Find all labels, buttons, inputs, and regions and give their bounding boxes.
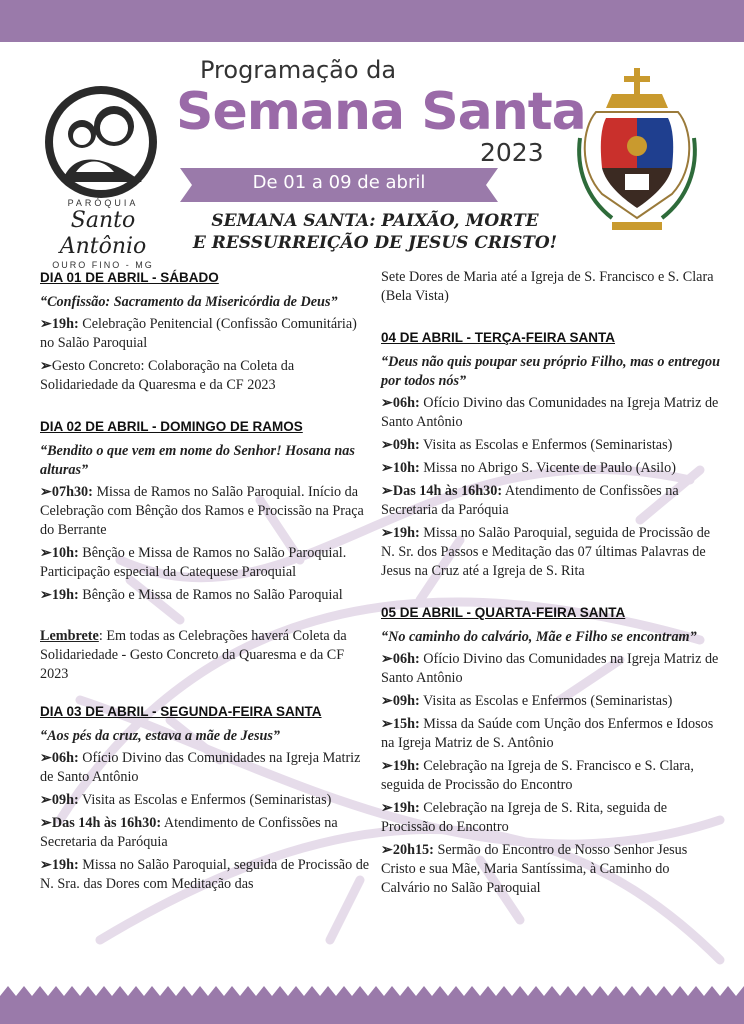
parish-brand — [30, 198, 176, 270]
item-text: Atendimento de Confissões na Secretaria da Paróquia — [40, 815, 338, 850]
item-text: Visita as Escolas e Enfermos (Seminaristas) — [78, 792, 332, 808]
item-time: ➢06h: — [40, 750, 79, 766]
list-item — [40, 814, 372, 852]
item-text: Missa no Salão Paroquial, seguida de Procissão de N. Sra. das Dores com Meditação das — [40, 857, 370, 892]
item-text: Celebração Penitencial (Confissão Comunitária) no Salão Paroquial — [40, 316, 357, 351]
day-heading: 05 DE ABRIL - QUARTA-FEIRA SANTA — [381, 605, 626, 620]
day-quote: “No caminho do calvário, Mãe e Filho se encontram” — [381, 629, 697, 645]
item-text: Sermão do Encontro de Nosso Senhor Jesus Cristo e sua Mãe, Maria Santíssima, à Caminho do Calvário no Salão Paroquial — [381, 842, 688, 896]
item-text: Missa de Ramos no Salão Paroquial. Início da Celebração com Bênção dos Ramos e Procissão na Praça do Berrante — [40, 484, 364, 538]
item-time: ➢19h: — [40, 857, 79, 873]
date-range: De 01 a 09 de abril — [252, 172, 426, 193]
item-text: Bênção e Missa de Ramos no Salão Paroquial — [78, 587, 343, 603]
item-text: Atendimento de Confissões na Secretaria da Paróquia — [381, 483, 679, 518]
brand-line2: Santo Antônio — [59, 208, 147, 259]
subtitle-line1: SEMANA SANTA: PAIXÃO, MORTE — [211, 211, 539, 231]
item-time: ➢07h30: — [40, 484, 93, 500]
item-text: Gesto Concreto: Colaboração na Coleta da Solidariedade da Quaresma e da CF 2023 — [40, 358, 295, 393]
item-time: ➢15h: — [381, 716, 420, 732]
list-item — [40, 856, 372, 894]
list-item — [381, 757, 721, 795]
bottom-zigzag-band — [0, 972, 744, 1024]
list-item — [381, 799, 721, 837]
item-time: ➢19h: — [40, 587, 79, 603]
day-heading: DIA 03 DE ABRIL - SEGUNDA-FEIRA SANTA — [40, 704, 322, 719]
title-line1: Programação da — [200, 56, 397, 84]
item-text: Ofício Divino das Comunidades na Igreja Matriz de Santo Antônio — [381, 651, 719, 686]
item-time: ➢06h: — [381, 651, 420, 667]
item-time: ➢09h: — [40, 792, 79, 808]
list-item — [40, 586, 372, 605]
reminder-label: Lembrete — [40, 628, 99, 644]
list-item — [40, 791, 372, 810]
item-time: ➢ — [40, 358, 52, 374]
day-quote: “Confissão: Sacramento da Misericórdia de Deus” — [40, 294, 338, 310]
parish-crest-icon — [572, 68, 702, 248]
item-time: ➢10h: — [40, 545, 79, 561]
title-year: 2023 — [480, 138, 544, 167]
day-quote: “Deus não quis poupar seu próprio Filho, mas o entregou por todos nós” — [381, 354, 720, 389]
page-title: Semana Santa — [176, 82, 586, 142]
day-quote: “Bendito o que vem em nome do Senhor! Hosana nas alturas” — [40, 443, 355, 478]
day-heading: DIA 01 DE ABRIL - SÁBADO — [40, 270, 219, 285]
list-item — [381, 692, 721, 711]
list-item — [381, 524, 721, 581]
item-text: Visita as Escolas e Enfermos (Seminaristas) — [419, 437, 673, 453]
item-time: ➢Das 14h às 16h30: — [381, 483, 503, 499]
item-time: ➢09h: — [381, 437, 420, 453]
item-time: ➢19h: — [381, 525, 420, 541]
list-item — [381, 436, 721, 455]
day-heading: 04 DE ABRIL - TERÇA-FEIRA SANTA — [381, 330, 616, 345]
list-item — [40, 357, 372, 395]
item-time: ➢09h: — [381, 693, 420, 709]
list-item — [40, 315, 372, 353]
brand-line3: OURO FINO - MG — [52, 260, 154, 270]
item-text: Ofício Divino das Comunidades na Igreja Matriz de Santo Antônio — [381, 395, 719, 430]
schedule-left-column — [40, 268, 372, 898]
item-text: Missa no Salão Paroquial, seguida de Procissão de N. Sr. dos Passos e Meditação das 07 últimas Palavras de Jesus na Cruz até a Igreja de S. Rita — [381, 525, 711, 579]
list-item — [381, 715, 721, 753]
day-heading: DIA 02 DE ABRIL - DOMINGO DE RAMOS — [40, 419, 303, 434]
item-text: Celebração na Igreja de S. Rita, seguida de Procissão do Encontro — [381, 800, 668, 835]
item-text: Celebração na Igreja de S. Francisco e S. Clara, seguida de Procissão do Encontro — [381, 758, 694, 793]
subtitle-line2: E RESSURREIÇÃO DE JESUS CRISTO! — [192, 233, 558, 253]
item-text: Visita as Escolas e Enfermos (Seminaristas) — [419, 693, 673, 709]
item-time: ➢19h: — [381, 800, 420, 816]
item-text: Ofício Divino das Comunidades na Igreja Matriz de Santo Antônio — [40, 750, 361, 785]
subtitle — [190, 210, 560, 254]
continuation-text: Sete Dores de Maria até a Igreja de S. Francisco e S. Clara (Bela Vista) — [381, 269, 714, 304]
item-time: ➢06h: — [381, 395, 420, 411]
list-item — [381, 459, 721, 478]
list-item — [40, 483, 372, 540]
schedule-right-column — [381, 268, 721, 902]
day-quote: “Aos pés da cruz, estava a mãe de Jesus” — [40, 728, 280, 744]
item-text: Bênção e Missa de Ramos no Salão Paroquial. Participação especial da Catequese Paroquial — [40, 545, 347, 580]
item-time: ➢19h: — [40, 316, 79, 332]
reminder-text: : Em todas as Celebrações haverá Coleta da Solidariedade - Gesto Concreto da Quaresma e da CF 2023 — [40, 628, 347, 682]
list-item — [381, 650, 721, 688]
list-item — [40, 544, 372, 582]
list-item — [40, 749, 372, 787]
reminder-note — [40, 627, 372, 684]
item-text: Missa da Saúde com Unção dos Enfermos e Idosos na Igreja Matriz de S. Antônio — [381, 716, 714, 751]
item-time: ➢20h15: — [381, 842, 434, 858]
item-time: ➢10h: — [381, 460, 420, 476]
item-text: Missa no Abrigo S. Vicente de Paulo (Asilo) — [419, 460, 676, 476]
list-item — [381, 482, 721, 520]
item-time: ➢Das 14h às 16h30: — [40, 815, 162, 831]
list-item — [381, 841, 721, 898]
list-item — [381, 394, 721, 432]
parish-logo-icon — [42, 82, 160, 202]
brand-line1: PARÓQUIA — [67, 198, 139, 208]
item-time: ➢19h: — [381, 758, 420, 774]
